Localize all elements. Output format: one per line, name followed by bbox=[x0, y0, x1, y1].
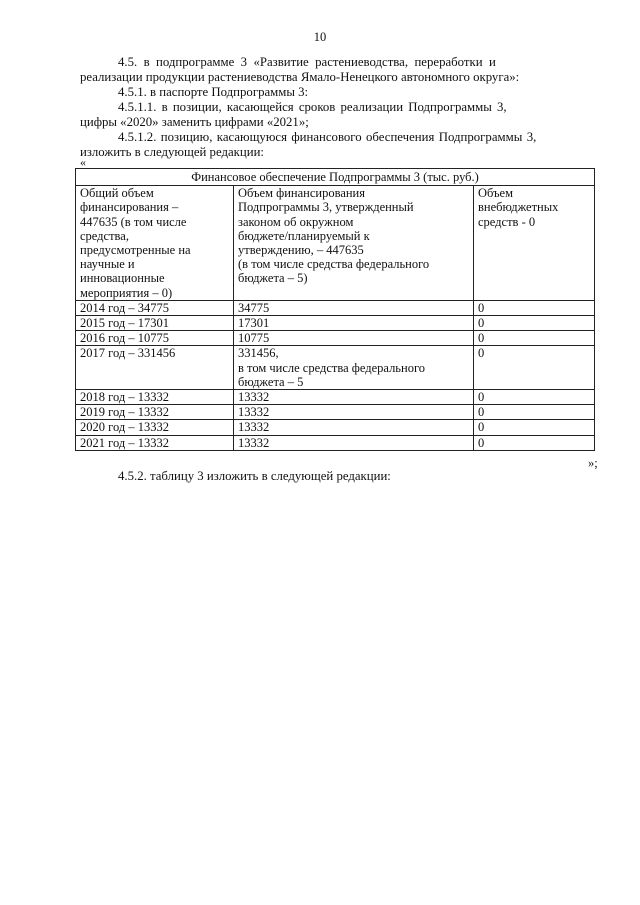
paragraph-4-5-1: 4.5.1. в паспорте Подпрограммы 3: bbox=[118, 85, 309, 99]
budget-cell bbox=[234, 405, 474, 420]
budget-value: 17301 bbox=[238, 316, 270, 331]
extrabudgetary-cell: 0 bbox=[474, 316, 595, 331]
table-row bbox=[76, 435, 595, 450]
budget-cell bbox=[234, 346, 474, 390]
budget-cell bbox=[234, 390, 474, 405]
header-line: 447635 (в том числе bbox=[80, 214, 187, 229]
header-line: Общий объем bbox=[80, 186, 154, 201]
year-total-cell: 2020 год – 13332 bbox=[76, 420, 234, 435]
extrabudgetary-cell: 0 bbox=[474, 390, 595, 405]
header-extrabudgetary bbox=[474, 186, 595, 301]
table-row bbox=[76, 390, 595, 405]
year-total-cell: 2014 год – 34775 bbox=[76, 300, 234, 315]
extrabudgetary-cell: 0 bbox=[474, 420, 595, 435]
header-line: средств - 0 bbox=[478, 214, 536, 229]
table-row bbox=[76, 331, 595, 346]
page-number: 10 bbox=[313, 30, 327, 44]
budget-cell bbox=[234, 316, 474, 331]
paragraph-4-5-1-1-line-2: цифры «2020» заменить цифрами «2021»; bbox=[80, 115, 309, 129]
budget-value: 34775 bbox=[238, 300, 270, 315]
paragraph-4-5-2: 4.5.2. таблицу 3 изложить в следующей редакции: bbox=[118, 469, 391, 483]
header-line: инновационные bbox=[80, 271, 165, 286]
header-budget-financing bbox=[234, 186, 474, 301]
budget-cell bbox=[234, 300, 474, 315]
table-caption-row bbox=[76, 169, 595, 186]
paragraph-4-5-1-2-line-2: изложить в следующей редакции: bbox=[80, 145, 264, 159]
header-line: предусмотренные на bbox=[80, 243, 191, 258]
opening-quote: « bbox=[80, 155, 86, 169]
header-line: Объем bbox=[478, 186, 513, 201]
paragraph-4-5-line-2: реализации продукции растениеводства Ямало-Ненецкого автономного округа»: bbox=[80, 70, 520, 84]
body-text bbox=[80, 55, 598, 160]
header-line: бюджета – 5) bbox=[238, 271, 308, 286]
header-line: утверждению, – 447635 bbox=[238, 243, 364, 258]
budget-cell bbox=[234, 420, 474, 435]
budget-value: 331456, bbox=[238, 346, 279, 361]
budget-note: в том числе средства федерального бюджета – 5 bbox=[238, 360, 426, 389]
extrabudgetary-cell: 0 bbox=[474, 331, 595, 346]
budget-cell bbox=[234, 331, 474, 346]
header-line: бюджете/планируемый к bbox=[238, 228, 370, 243]
budget-value: 10775 bbox=[238, 331, 270, 346]
year-total-cell: 2019 год – 13332 bbox=[76, 405, 234, 420]
header-line: мероприятия – 0) bbox=[80, 285, 173, 300]
table-header-row bbox=[76, 186, 595, 301]
table-caption: Финансовое обеспечение Подпрограммы 3 (тыс. руб.) bbox=[76, 169, 595, 186]
closing-quote: »; bbox=[588, 456, 598, 470]
header-line: законом об окружном bbox=[238, 214, 354, 229]
table-row bbox=[76, 346, 595, 390]
header-line: Подпрограммы 3, утвержденный bbox=[238, 200, 414, 215]
year-total-cell: 2021 год – 13332 bbox=[76, 435, 234, 450]
paragraph-4-5-1-2-line-1: 4.5.1.2. позицию, касающуюся финансового обеспечения Подпрограммы 3, bbox=[118, 130, 537, 144]
extrabudgetary-cell: 0 bbox=[474, 435, 595, 450]
table-row bbox=[76, 316, 595, 331]
budget-value: 13332 bbox=[238, 405, 270, 420]
header-line: внебюджетных bbox=[478, 200, 559, 215]
extrabudgetary-cell: 0 bbox=[474, 300, 595, 315]
year-total-cell: 2015 год – 17301 bbox=[76, 316, 234, 331]
table-row bbox=[76, 300, 595, 315]
header-total-financing bbox=[76, 186, 234, 301]
paragraph-4-5-line-1: 4.5. в подпрограмме 3 «Развитие растениеводства, переработки и bbox=[118, 55, 496, 69]
budget-value: 13332 bbox=[238, 435, 270, 450]
header-line: научные и bbox=[80, 257, 135, 272]
budget-cell bbox=[234, 435, 474, 450]
header-line: финансирования – bbox=[80, 200, 179, 215]
year-total-cell: 2017 год – 331456 bbox=[76, 346, 234, 390]
extrabudgetary-cell: 0 bbox=[474, 346, 595, 390]
extrabudgetary-cell: 0 bbox=[474, 405, 595, 420]
financing-table bbox=[75, 168, 595, 451]
header-line: Объем финансирования bbox=[238, 186, 365, 201]
paragraph-4-5-1-1-line-1: 4.5.1.1. в позиции, касающейся сроков реализации Подпрограммы 3, bbox=[118, 100, 507, 114]
header-line: (в том числе средства федерального bbox=[238, 257, 430, 272]
table-row bbox=[76, 420, 595, 435]
table-row bbox=[76, 405, 595, 420]
budget-value: 13332 bbox=[238, 390, 270, 405]
header-line: средства, bbox=[80, 228, 129, 243]
table-body bbox=[76, 300, 595, 450]
year-total-cell: 2018 год – 13332 bbox=[76, 390, 234, 405]
year-total-cell: 2016 год – 10775 bbox=[76, 331, 234, 346]
budget-value: 13332 bbox=[238, 420, 270, 435]
